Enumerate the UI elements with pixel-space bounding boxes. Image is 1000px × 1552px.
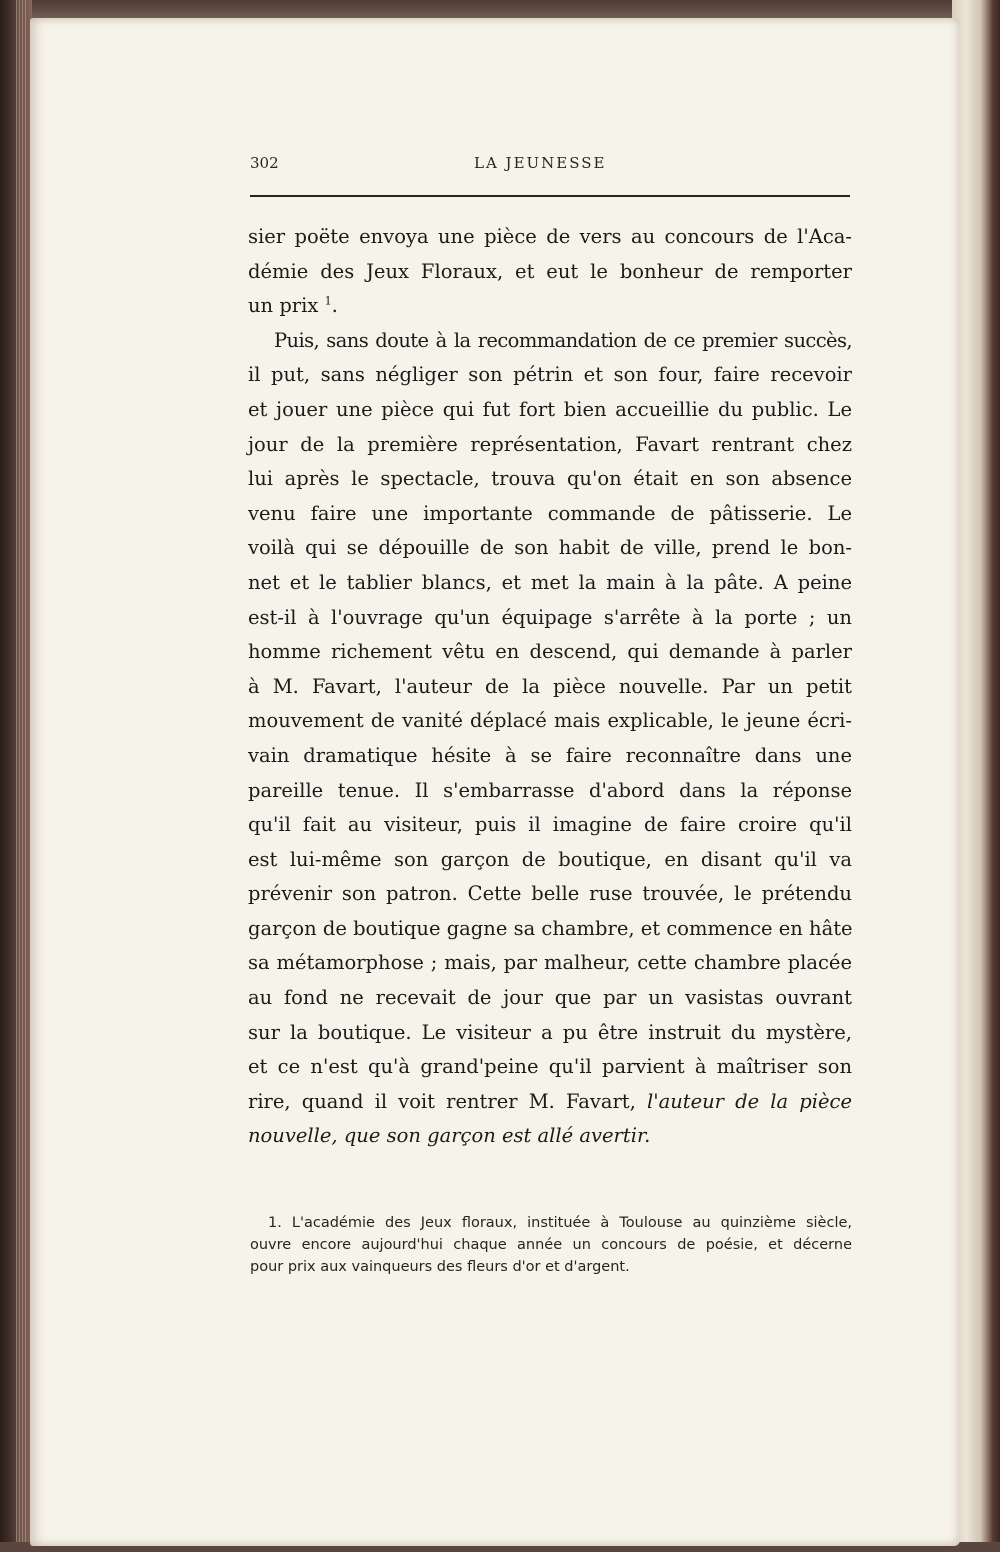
text-line: rire, quand il voit rentrer M. Favart, l'auteur de la pièce — [248, 1089, 852, 1113]
italic-text: l'auteur de la pièce — [646, 1089, 852, 1113]
page-number: 302 — [250, 154, 279, 172]
text-line: homme richement vêtu en descend, qui demande à parler — [248, 640, 852, 664]
footnote-line: ouvre encore aujourd'hui chaque année un concours de poésie, et décerne — [250, 1237, 852, 1253]
text-line: mouvement de vanité déplacé mais explicable, le jeune écri- — [248, 709, 852, 733]
text-line: et ce n'est qu'à grand'peine qu'il parvient à maîtriser son — [248, 1055, 852, 1079]
text-line: sur la boutique. Le visiteur a pu être instruit du mystère, — [248, 1020, 852, 1044]
page-header — [250, 154, 850, 180]
text-line: vain dramatique hésite à se faire reconnaître dans une — [248, 743, 852, 767]
text-line: jour de la première représentation, Favart rentrant chez — [248, 432, 852, 456]
text-line: au fond ne recevait de jour que par un vasistas ouvrant — [248, 986, 852, 1010]
text-line: est lui-même son garçon de boutique, en disant qu'il va — [248, 847, 852, 871]
text-line: prévenir son patron. Cette belle ruse trouvée, le prétendu — [248, 882, 852, 906]
text-line: à M. Favart, l'auteur de la pièce nouvelle. Par un petit — [248, 674, 852, 698]
text-line: sier poëte envoya une pièce de vers au concours de l'Aca- — [248, 225, 852, 248]
text-line-italic: nouvelle, que son garçon est allé avertir. — [248, 1124, 651, 1148]
text-line: net et le tablier blancs, et met la main à la pâte. A peine — [248, 570, 852, 594]
text-line: et jouer une pièce qui fut fort bien accueillie du public. Le — [248, 397, 852, 421]
text-line: venu faire une importante commande de pâtisserie. Le — [248, 501, 852, 525]
text-line: qu'il fait au visiteur, puis il imagine de faire croire qu'il — [248, 813, 852, 837]
text-line: un prix $^1$. — [248, 294, 338, 318]
text-line: pareille tenue. Il s'embarrasse d'abord dans la réponse — [248, 778, 852, 802]
text-line: voilà qui se dépouille de son habit de ville, prend le bon- — [248, 536, 852, 560]
text-line: sa métamorphose ; mais, par malheur, cette chambre placée — [248, 951, 852, 975]
footnote-line: 1. L'académie des Jeux floraux, instituée à Toulouse au quinzième siècle, — [268, 1215, 852, 1231]
text-line: est-il à l'ouvrage qu'un équipage s'arrête à la porte ; un — [248, 605, 852, 629]
paragraph-start-line: Puis, sans doute à la recommandation de ce premier succès, — [274, 328, 852, 352]
footnote-marker: 1 — [324, 294, 332, 308]
header-rule — [250, 195, 850, 197]
text-line: lui après le spectacle, trouva qu'on était en son absence — [248, 467, 852, 491]
footnote — [250, 1212, 852, 1278]
running-title: LA JEUNESSE — [474, 154, 607, 172]
text-line: il put, sans négliger son pétrin et son four, faire recevoir — [248, 363, 852, 387]
text-line: démie des Jeux Floraux, et eut le bonheur de remporter — [248, 259, 852, 283]
book-spine-edge — [0, 0, 32, 1552]
footnote-line: pour prix aux vainqueurs des fleurs d'or et d'argent. — [250, 1259, 630, 1275]
text-line: garçon de boutique gagne sa chambre, et commence en hâte — [248, 916, 853, 940]
body-text — [248, 220, 852, 1154]
